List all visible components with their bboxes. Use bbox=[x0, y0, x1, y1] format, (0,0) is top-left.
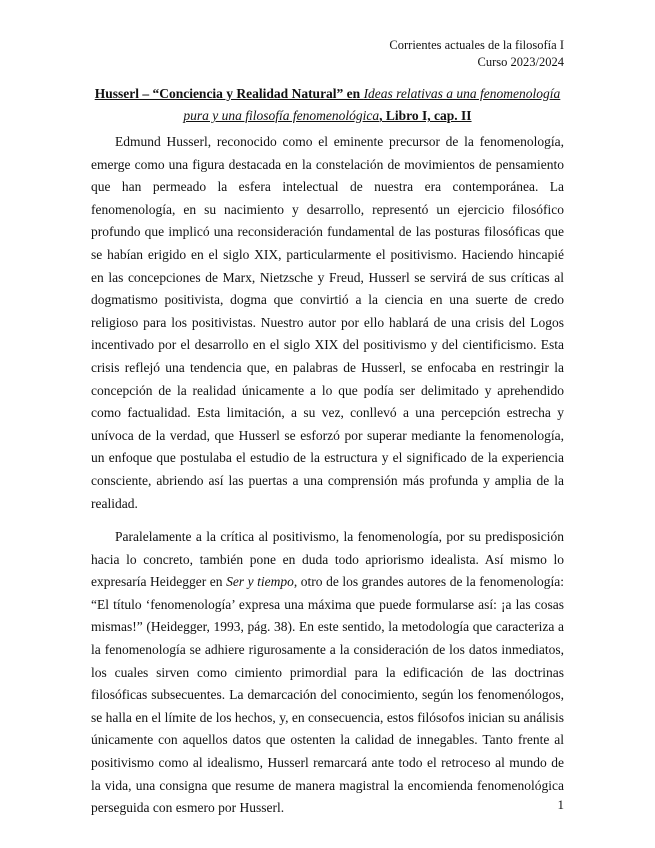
document-body bbox=[91, 131, 564, 831]
paragraph-2-book-title: Ser y tiempo bbox=[226, 574, 294, 590]
paragraph-2-text-b: , otro de los grandes autores de la fenomenología: “El título ‘fenomenología’ expresa una máxima que puede formularse así: ¡a las cosas mismas!” (Heidegger, 1993, pág. 38). En este sentido, la metodología que caracteriza a la fenomenología se adhiere rigurosamente a la consideración de los datos inmediatos, los cuales sirven como cimiento primordial para la edificación de las doctrinas filosóficas subsecuentes. La demarcación del conocimiento, según los fenomenólogos, se halla en el límite de los hechos, y, en consecuencia, estos filósofos inician su análisis únicamente con aquellos datos que ostenten la calidad de innegables. Tanto frente al positivismo como al idealismo, Husserl remarcará ante todo el retroceso al mundo de la vida, una consigna que resume de manera magistral la encomienda fenomenológica perseguida con esmero por Husserl. bbox=[91, 574, 564, 816]
document-title bbox=[91, 83, 564, 127]
header-course: Corrientes actuales de la filosofía I bbox=[389, 38, 564, 52]
page-number: 1 bbox=[557, 797, 564, 812]
paragraph-2 bbox=[91, 526, 564, 820]
title-chapter: , Libro I, cap. II bbox=[379, 108, 472, 123]
page-header bbox=[389, 37, 564, 71]
paragraph-1: Edmund Husserl, reconocido como el eminente precursor de la fenomenología, emerge como una figura destacada en la constelación de movimientos de pensamiento que han permeado la esfera intelectual de nuestra era contemporánea. La fenomenología, en su nacimiento y desarrollo, representó un ejercicio filosófico profundo que implicó una reconsideración fundamental de las posturas filosóficas que se habían erigido en el siglo XIX, particularmente el positivismo. Haciendo hincapié en las concepciones de Marx, Nietzsche y Freud, Husserl se servirá de sus críticas al dogmatismo positivista, dogma que convirtió a la ciencia en una suerte de credo religioso para los positivistas. Nuestro autor por ello hablará de una crisis del Logos incentivado por el desarrollo en el siglo XIX del positivismo y del cientificismo. Esta crisis reflejó una tendencia que, en palabras de Husserl, se enfocaba en restringir la concepción de la realidad únicamente a lo que podía ser delimitado y aprehendido como factualidad. Esta limitación, a su vez, conllevó a una percepción estrecha y unívoca de la verdad, que Husserl se esforzó por superar mediante la fenomenología, un enfoque que postulaba el estudio de la estructura y el significado de la experiencia consciente, abriendo así las puertas a una comprensión más profunda y amplia de la realidad. bbox=[91, 134, 564, 511]
title-main: Husserl – “Conciencia y Realidad Natural” en bbox=[94, 86, 364, 101]
paragraph-2-text-a: Paralelamente a la crítica al positivismo, la fenomenología, por su predisposición hacia lo concreto, también pone en duda todo apriorismo idealista. Así mismo lo expresaría Heidegger en bbox=[91, 529, 564, 590]
header-year: Curso 2023/2024 bbox=[477, 55, 564, 69]
title-book: Ideas relativas a una fenomenología pura y una filosofía fenomenológica bbox=[183, 86, 561, 123]
